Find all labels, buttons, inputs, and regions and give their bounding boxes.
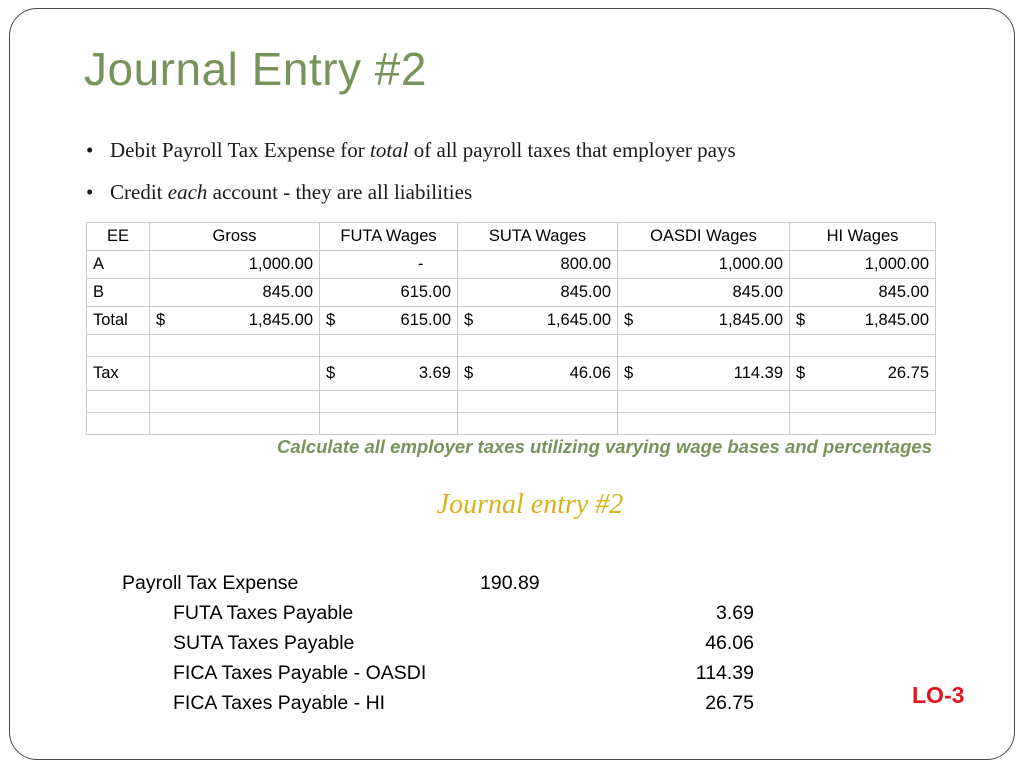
currency-sign: $ [796, 364, 806, 382]
cell-futa [320, 307, 458, 335]
currency-sign: $ [624, 311, 634, 329]
slide-title: Journal Entry #2 [84, 43, 427, 95]
cell-value: 615.00 [400, 311, 451, 329]
table-row-total [87, 307, 936, 335]
cell-value: 1,845.00 [248, 311, 313, 329]
cell-value: 1,645.00 [546, 311, 611, 329]
cell-suta [458, 357, 618, 391]
credit-account: FICA Taxes Payable - OASDI [173, 662, 427, 684]
credit-amount: 3.69 [716, 602, 754, 624]
header-gross: Gross [150, 223, 320, 251]
row-label: Total [87, 307, 150, 335]
cell-suta: 800.00 [458, 251, 618, 279]
cell-gross: 1,000.00 [150, 251, 320, 279]
row-label: B [87, 279, 150, 307]
row-label: Tax [87, 357, 150, 391]
cell-futa [320, 251, 458, 279]
header-oasdi: OASDI Wages [618, 223, 790, 251]
row-label: A [87, 251, 150, 279]
cell-hi: 1,000.00 [790, 251, 936, 279]
cell-value: 26.75 [887, 364, 929, 382]
header-hi: HI Wages [790, 223, 936, 251]
cell-suta: 845.00 [458, 279, 618, 307]
cell-oasdi [618, 357, 790, 391]
table-caption: Calculate all employer taxes utilizing varying wage bases and percentages [277, 436, 932, 457]
table-row [87, 279, 936, 307]
currency-sign: $ [464, 311, 474, 329]
bullet-debit [86, 138, 736, 163]
journal-subtitle: Journal entry #2 [436, 489, 624, 520]
cell-suta [458, 307, 618, 335]
cell-hi [790, 307, 936, 335]
currency-sign: $ [326, 311, 336, 329]
debit-account: Payroll Tax Expense [122, 572, 299, 594]
currency-sign: $ [796, 311, 806, 329]
cell-hi: 845.00 [790, 279, 936, 307]
cell-oasdi [618, 307, 790, 335]
credit-account: FICA Taxes Payable - HI [173, 692, 386, 714]
header-ee: EE [87, 223, 150, 251]
cell-value: 46.06 [569, 364, 611, 382]
table-row-empty [87, 335, 936, 357]
table-row-tax [87, 357, 936, 391]
cell-value: 1,845.00 [864, 311, 929, 329]
cell-value: 3.69 [418, 364, 451, 382]
credit-account: SUTA Taxes Payable [173, 632, 355, 654]
cell-oasdi: 1,000.00 [618, 251, 790, 279]
cell-hi [790, 357, 936, 391]
credit-amount: 46.06 [705, 632, 754, 654]
header-suta: SUTA Wages [458, 223, 618, 251]
bullet-text: of all payroll taxes that employer pays [408, 138, 736, 162]
currency-sign: $ [624, 364, 634, 382]
wages-table [86, 222, 936, 435]
bullet-emphasis: each [167, 180, 208, 204]
currency-sign: $ [464, 364, 474, 382]
cell-value: 114.39 [733, 364, 783, 382]
cell-gross: 845.00 [150, 279, 320, 307]
bullet-credit [86, 180, 472, 205]
bullet-dot: • [86, 138, 94, 162]
bullet-dot: • [86, 180, 94, 204]
learning-objective-badge: LO-3 [912, 682, 965, 708]
currency-sign: $ [326, 364, 336, 382]
credit-amount: 114.39 [695, 662, 754, 684]
currency-sign: $ [156, 311, 166, 329]
cell-value: - [417, 255, 424, 273]
table-row-empty [87, 391, 936, 413]
cell-gross [150, 307, 320, 335]
bullet-text: Debit Payroll Tax Expense for [110, 138, 370, 162]
header-futa: FUTA Wages [320, 223, 458, 251]
credit-account: FUTA Taxes Payable [173, 602, 354, 624]
table-row [87, 251, 936, 279]
bullet-text: account - they are all liabilities [207, 180, 473, 204]
cell-value: 1,845.00 [718, 311, 783, 329]
cell-futa [320, 357, 458, 391]
credit-amount: 26.75 [705, 692, 754, 714]
bullet-emphasis: total [370, 138, 409, 162]
cell-futa: 615.00 [320, 279, 458, 307]
cell-gross [150, 357, 320, 391]
table-header-row [87, 223, 936, 251]
cell-oasdi: 845.00 [618, 279, 790, 307]
bullet-text: Credit [110, 180, 168, 204]
debit-amount: 190.89 [480, 572, 540, 594]
table-row-empty [87, 413, 936, 435]
